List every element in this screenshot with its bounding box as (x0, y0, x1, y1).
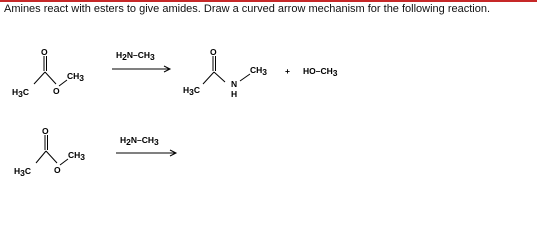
methyl-left-label: H3C (12, 87, 30, 99)
methylamine-reagent-label: H2N–CH3 (116, 50, 155, 62)
ester-structure-1 (12, 47, 84, 99)
reaction-arrow-2 (116, 150, 176, 156)
carbonyl-oxygen-label-2: O (42, 126, 49, 136)
plus-sign: + (285, 66, 290, 76)
methyl-right-label-2: CH3 (68, 150, 86, 162)
question-text: Amines react with esters to give amides. Draw a curved arrow mechanism for the following reaction. (4, 3, 491, 15)
amide-structure (183, 47, 267, 99)
amide-carbonyl-oxygen-label: O (210, 47, 217, 57)
methyl-right-label: CH3 (67, 71, 85, 83)
reaction-arrow-1 (112, 66, 170, 72)
methylamine-reagent-label-2: H2N–CH3 (120, 135, 159, 147)
ester-oxygen-label: O (53, 86, 60, 96)
amide-nh-hydrogen-label: H (231, 89, 238, 99)
amide-methyl-left-label: H3C (183, 85, 201, 97)
amide-methyl-right-label: CH3 (250, 65, 268, 77)
ester-structure-2 (14, 126, 85, 178)
ester-oxygen-label-2: O (54, 165, 61, 175)
methyl-left-label-2: H3C (14, 166, 32, 178)
carbonyl-oxygen-label: O (41, 47, 48, 57)
methanol-product-label: HO–CH3 (303, 66, 338, 78)
amide-nitrogen-label: N (231, 79, 238, 89)
